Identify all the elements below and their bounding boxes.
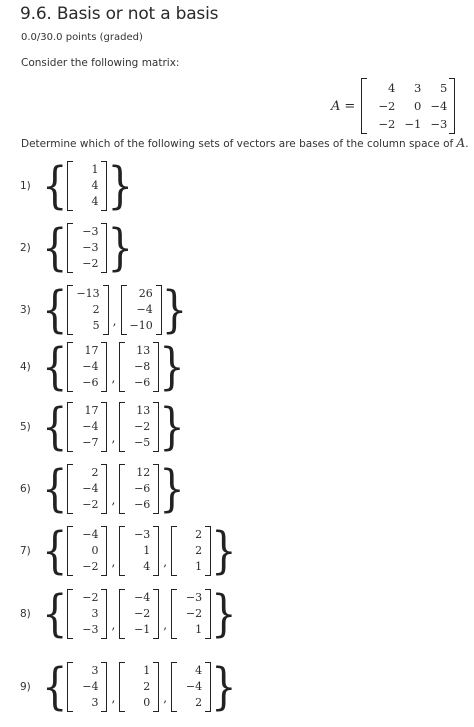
left-brace: {	[42, 281, 68, 339]
vector-entry: 3	[91, 664, 99, 677]
comma: ,	[111, 618, 116, 632]
vector-entry: −2	[134, 420, 151, 433]
page-title: 9.6. Basis or not a basis	[20, 4, 219, 24]
left-brace: {	[42, 460, 68, 518]
right-bracket	[101, 526, 107, 576]
vector-entry: 4	[143, 560, 151, 573]
equals-sign: =	[344, 98, 356, 114]
left-brace: {	[42, 338, 68, 396]
column-vector	[119, 526, 159, 576]
left-brace: {	[42, 658, 68, 716]
right-bracket	[153, 662, 159, 712]
vector-entry: −4	[82, 680, 99, 693]
points-status: 0.0/30.0 points (graded)	[21, 32, 143, 43]
vector-entry: −6	[82, 376, 99, 389]
vector-entries	[73, 526, 101, 576]
comma: ,	[111, 555, 116, 569]
option-row	[20, 461, 185, 517]
vector-entry: 2	[195, 528, 203, 541]
vector-entry: 4	[195, 664, 203, 677]
right-bracket	[153, 589, 159, 639]
vector-entry: −4	[185, 680, 203, 693]
right-brace: }	[211, 585, 237, 643]
right-brace: }	[159, 460, 185, 518]
vector-entry: −2	[134, 607, 151, 620]
matrix-symbol: A	[331, 98, 341, 114]
vector-entry: 4	[91, 195, 99, 208]
vector-entry: −4	[136, 303, 153, 316]
vector-entry: −8	[134, 360, 151, 373]
vector-entry: −3	[134, 528, 151, 541]
column-vector	[67, 662, 107, 712]
comma: ,	[111, 493, 116, 507]
vector-entry: −13	[76, 287, 100, 300]
matrix-cell: 0	[413, 99, 422, 113]
right-bracket	[101, 402, 107, 452]
right-brace: }	[161, 281, 188, 339]
right-bracket	[449, 78, 455, 134]
vector-entries	[125, 464, 153, 514]
vector-entries	[73, 589, 101, 639]
comma: ,	[111, 691, 116, 705]
column-vector	[67, 285, 108, 335]
matrix-cell: −4	[430, 99, 448, 113]
column-vector	[171, 526, 211, 576]
vector-entries	[73, 285, 102, 335]
vector-entries	[73, 402, 101, 452]
column-vector	[171, 662, 211, 712]
option-label: 3)	[20, 304, 31, 316]
vector-entry: 13	[136, 344, 151, 357]
vector-entries	[127, 285, 156, 335]
vector-entry: −10	[129, 319, 153, 332]
comma: ,	[163, 555, 168, 569]
vector-entry: −6	[134, 482, 151, 495]
option-label: 2)	[20, 242, 31, 254]
vector-entry: 3	[91, 696, 99, 709]
matrix-cell: −1	[404, 117, 422, 131]
vector-entries	[177, 589, 205, 639]
left-brace: {	[42, 398, 68, 456]
column-vector	[119, 662, 159, 712]
right-bracket	[101, 589, 107, 639]
vector-entries	[125, 589, 153, 639]
column-vector	[67, 589, 107, 639]
vector-entry: −4	[82, 360, 99, 373]
vector-entry: −6	[134, 498, 151, 511]
vector-entry: −5	[134, 436, 151, 449]
column-vector	[67, 161, 107, 211]
vector-entry: 13	[136, 404, 151, 417]
right-bracket	[103, 285, 109, 335]
matrix-cell: −2	[378, 99, 396, 113]
vector-entries	[125, 342, 153, 392]
question-body: Determine which of the following sets of vectors are bases of the column space of	[21, 138, 457, 150]
option-label: 6)	[20, 483, 31, 495]
vector-entry: 2	[92, 303, 100, 316]
right-bracket	[101, 662, 107, 712]
vector-entry: 1	[195, 560, 203, 573]
matrix-cell: −3	[430, 117, 448, 131]
vector-entry: 2	[195, 544, 203, 557]
vector-entry: −2	[82, 498, 99, 511]
right-bracket	[101, 342, 107, 392]
vector-entry: 26	[138, 287, 153, 300]
column-vector	[119, 342, 159, 392]
column-vector	[119, 402, 159, 452]
option-row	[20, 399, 185, 455]
question-text	[21, 136, 469, 150]
vector-entry: −4	[82, 528, 99, 541]
column-vector	[121, 285, 162, 335]
column-vector	[119, 589, 159, 639]
vector-entries	[73, 342, 101, 392]
right-brace: }	[211, 522, 237, 580]
option-row	[20, 158, 133, 214]
vector-entry: −7	[82, 436, 99, 449]
vector-entry: −2	[82, 591, 99, 604]
matrix-grid	[367, 78, 449, 134]
option-row	[20, 586, 237, 642]
left-brace: {	[42, 522, 68, 580]
right-brace: }	[159, 398, 185, 456]
vector-entry: −4	[82, 482, 99, 495]
option-label: 9)	[20, 681, 31, 693]
right-bracket	[101, 464, 107, 514]
vector-entry: −2	[185, 607, 203, 620]
comma: ,	[111, 371, 116, 385]
left-brace: {	[42, 219, 68, 277]
option-row	[20, 282, 187, 338]
vector-entry: 5	[92, 319, 100, 332]
vector-entries	[73, 464, 101, 514]
vector-entries	[125, 526, 153, 576]
prompt-text: Consider the following matrix:	[21, 57, 180, 69]
matrix-a	[331, 78, 455, 134]
vector-entries	[73, 223, 101, 273]
option-row	[20, 523, 237, 579]
vector-entries	[73, 161, 101, 211]
matrix-cell: 3	[413, 81, 422, 95]
option-row	[20, 220, 133, 276]
vector-entry: −3	[185, 591, 203, 604]
option-row	[20, 339, 185, 395]
vector-entry: 3	[91, 607, 99, 620]
comma: ,	[111, 431, 116, 445]
vector-entry: 17	[84, 344, 99, 357]
option-label: 5)	[20, 421, 31, 433]
option-row	[20, 659, 237, 715]
matrix-cell: 4	[387, 81, 396, 95]
vector-entry: 2	[143, 680, 151, 693]
column-vector	[171, 589, 211, 639]
vector-entries	[125, 402, 153, 452]
vector-entries	[177, 526, 205, 576]
vector-entry: 1	[91, 163, 99, 176]
vector-entry: 12	[136, 466, 151, 479]
right-brace: }	[159, 338, 185, 396]
left-brace: {	[42, 157, 68, 215]
column-vector	[67, 464, 107, 514]
vector-entry: −4	[134, 591, 151, 604]
question-var: A	[456, 136, 466, 150]
option-label: 8)	[20, 608, 31, 620]
question-period: .	[465, 138, 469, 150]
vector-entry: −3	[82, 241, 99, 254]
left-brace: {	[42, 585, 68, 643]
vector-entry: 1	[143, 664, 151, 677]
option-label: 7)	[20, 545, 31, 557]
right-brace: }	[107, 219, 133, 277]
vector-entries	[177, 662, 205, 712]
column-vector	[67, 526, 107, 576]
right-brace: }	[211, 658, 237, 716]
vector-entry: −4	[82, 420, 99, 433]
vector-entry: 4	[91, 179, 99, 192]
vector-entries	[125, 662, 153, 712]
vector-entry: 17	[84, 404, 99, 417]
vector-entry: −2	[82, 560, 99, 573]
vector-entry: −1	[134, 623, 151, 636]
column-vector	[119, 464, 159, 514]
vector-entries	[73, 662, 101, 712]
vector-entry: −3	[82, 623, 99, 636]
option-label: 4)	[20, 361, 31, 373]
right-brace: }	[107, 157, 133, 215]
vector-entry: 0	[91, 544, 99, 557]
comma: ,	[112, 314, 117, 328]
vector-entry: 1	[143, 544, 151, 557]
vector-entry: −2	[82, 257, 99, 270]
right-bracket	[153, 526, 159, 576]
option-label: 1)	[20, 180, 31, 192]
matrix-cell: 5	[439, 81, 448, 95]
vector-entry: 0	[143, 696, 151, 709]
vector-entry: −3	[82, 225, 99, 238]
comma: ,	[163, 691, 168, 705]
column-vector	[67, 223, 107, 273]
vector-entry: −6	[134, 376, 151, 389]
column-vector	[67, 402, 107, 452]
vector-entry: 2	[195, 696, 203, 709]
vector-entry: 1	[195, 623, 203, 636]
comma: ,	[163, 618, 168, 632]
matrix-cell: −2	[378, 117, 396, 131]
column-vector	[67, 342, 107, 392]
vector-entry: 2	[91, 466, 99, 479]
